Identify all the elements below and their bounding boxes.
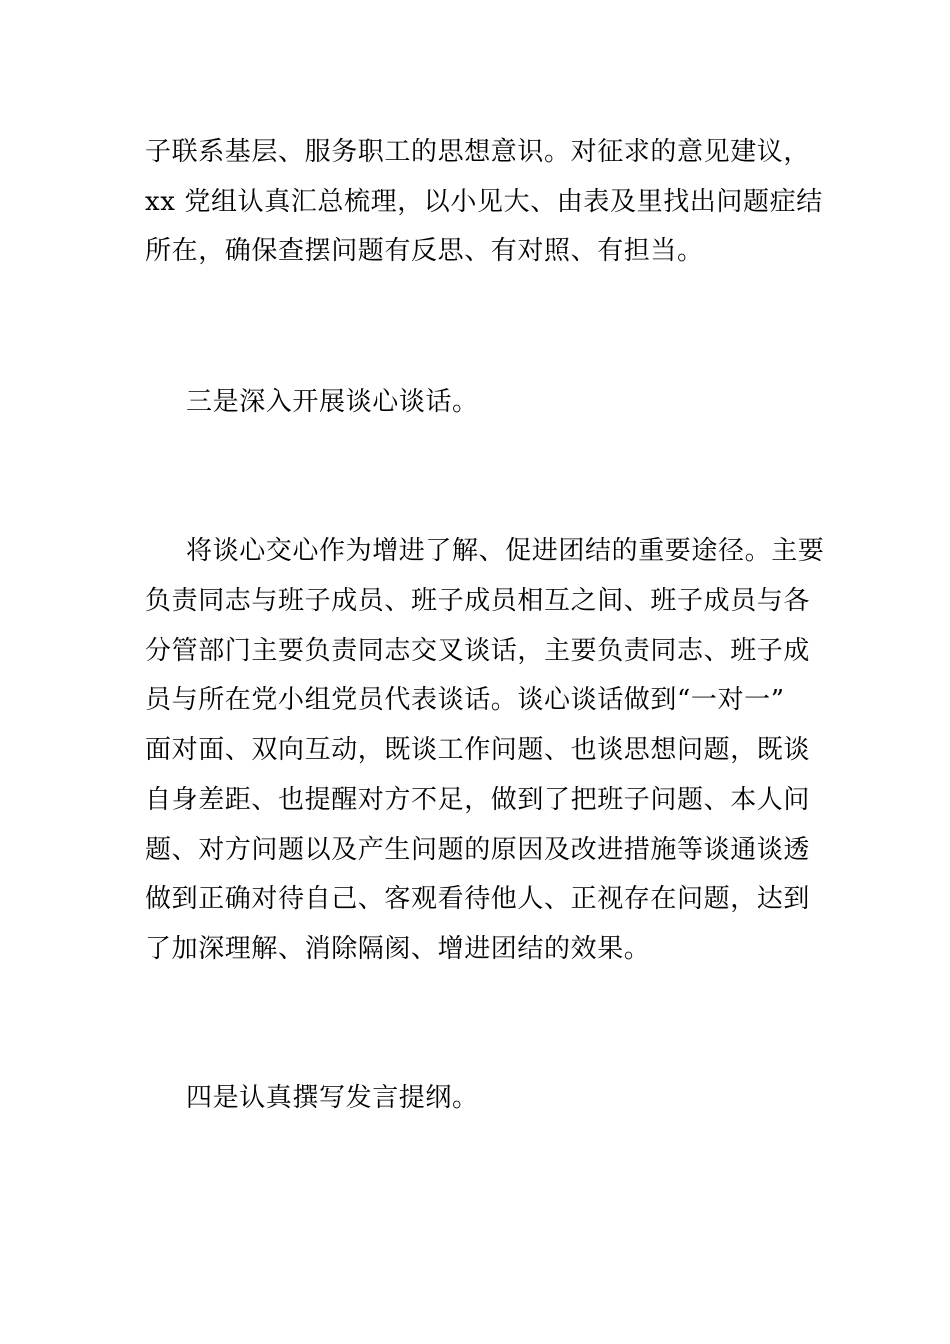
paragraph-1-line-3: 所在，确保查摆问题有反思、有对照、有担当。 <box>145 236 704 266</box>
paragraph-2-line-8: 做到正确对待自己、客观看待他人、正视存在问题，达到 <box>145 884 811 914</box>
paragraph-2-line-6: 自身差距、也提醒对方不足，做到了把班子问题、本人问 <box>145 785 811 815</box>
paragraph-2-line-4: 员与所在党小组党员代表谈话。谈心谈话做到“一对一” <box>145 685 785 715</box>
paragraph-2-line-9: 了加深理解、消除隔阂、增进团结的效果。 <box>145 934 651 964</box>
section-heading-3: 三是深入开展谈心谈话。 <box>186 387 479 417</box>
paragraph-2-line-1: 将谈心交心作为增进了解、促进团结的重要途径。主要 <box>186 536 825 566</box>
paragraph-1-line-2: xx 党组认真汇总梳理，以小见大、由表及里找出问题症结 <box>145 187 823 217</box>
paragraph-2-line-5: 面对面、双向互动，既谈工作问题、也谈思想问题，既谈 <box>145 735 811 765</box>
paragraph-2-line-7: 题、对方问题以及产生问题的原因及改进措施等谈通谈透 <box>145 835 811 865</box>
paragraph-2-line-3: 分管部门主要负责同志交叉谈话，主要负责同志、班子成 <box>145 636 811 666</box>
paragraph-2-line-2: 负责同志与班子成员、班子成员相互之间、班子成员与各 <box>145 586 811 616</box>
paragraph-1-line-1: 子联系基层、服务职工的思想意识。对征求的意见建议， <box>145 137 811 167</box>
section-heading-4: 四是认真撰写发言提纲。 <box>186 1083 479 1113</box>
